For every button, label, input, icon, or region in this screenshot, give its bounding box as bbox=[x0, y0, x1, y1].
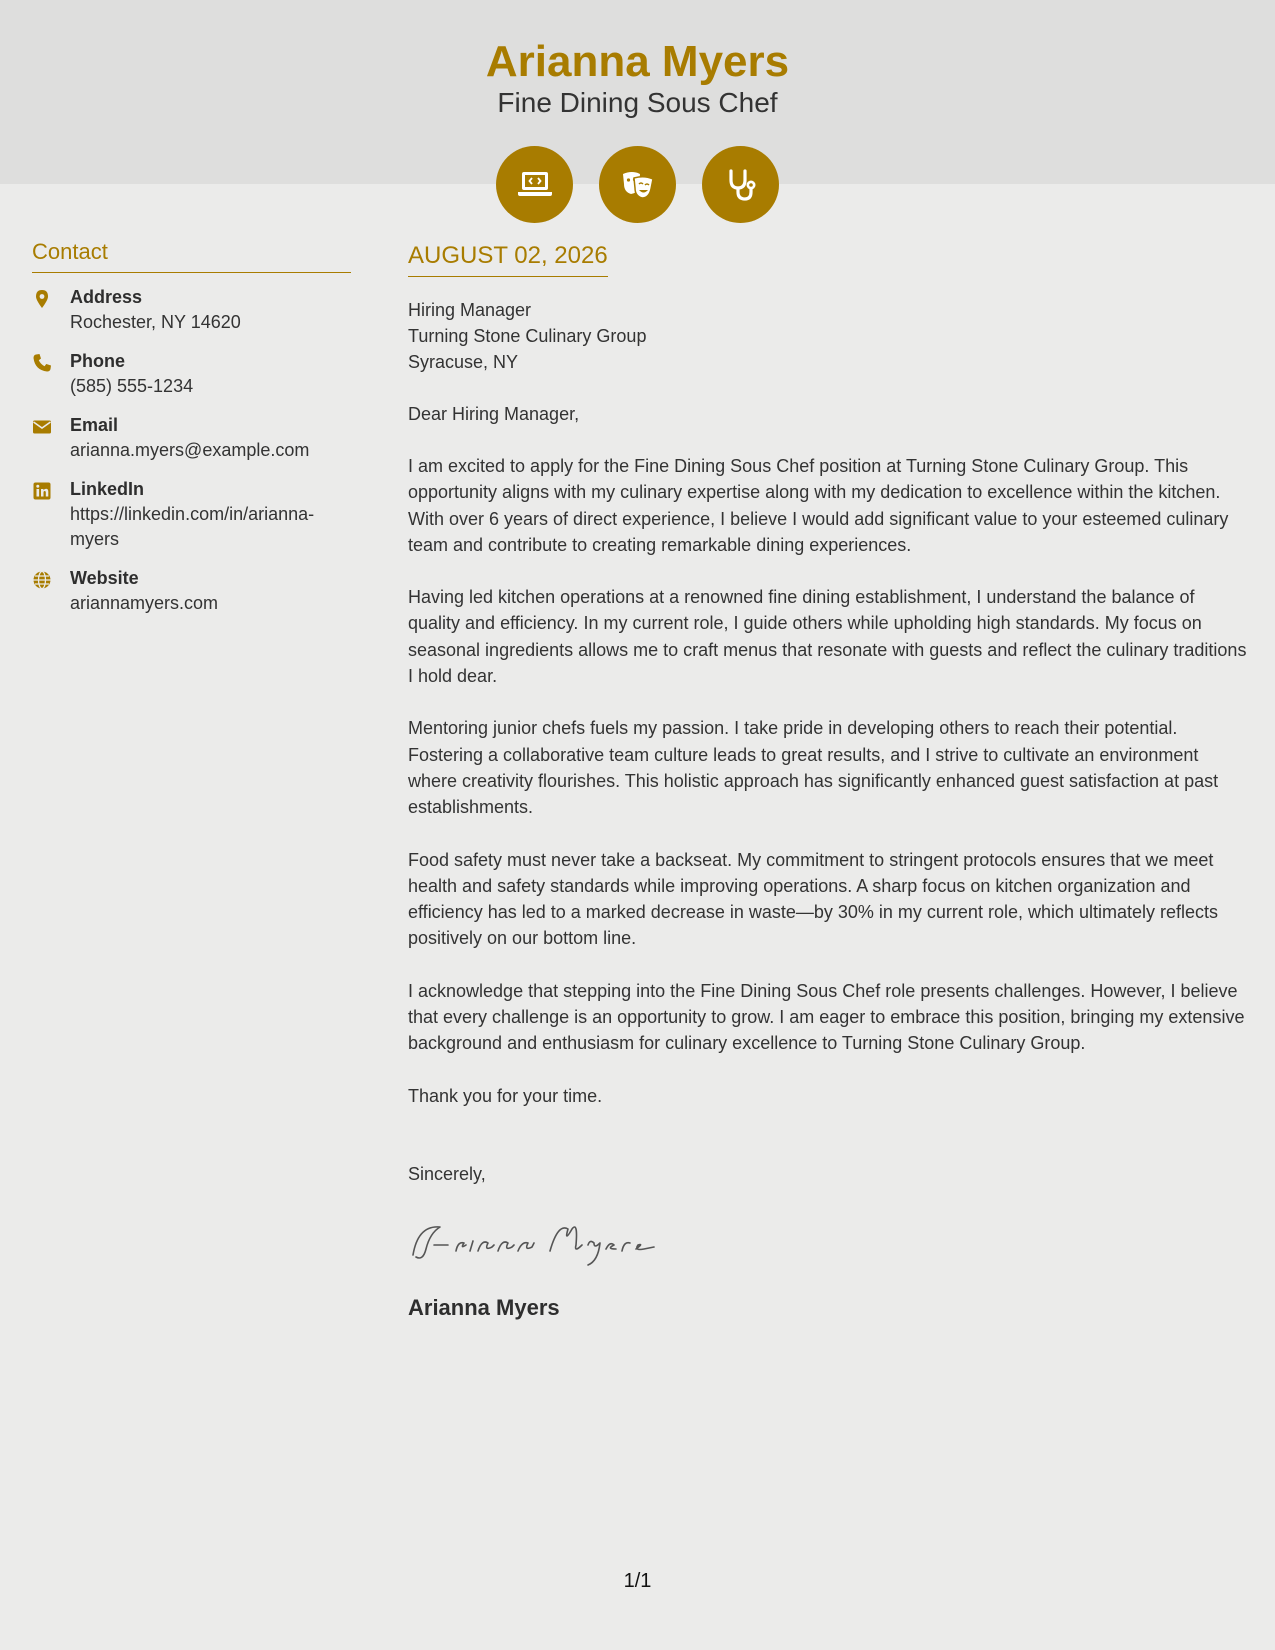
stethoscope-icon bbox=[702, 146, 779, 223]
recipient-block bbox=[408, 297, 1248, 375]
contact-value: https://linkedin.com/in/arianna-myers bbox=[70, 504, 315, 549]
contact-label: LinkedIn bbox=[70, 479, 145, 499]
envelope-icon bbox=[32, 413, 70, 463]
contact-address bbox=[32, 285, 351, 335]
recipient-line: Turning Stone Culinary Group bbox=[408, 326, 647, 346]
contact-phone bbox=[32, 349, 351, 399]
recipient-line: Syracuse, NY bbox=[408, 352, 519, 372]
contact-value: (585) 555-1234 bbox=[70, 376, 194, 396]
contact-heading: Contact bbox=[32, 238, 351, 273]
laptop-code-icon bbox=[496, 146, 573, 223]
page-number: 1/1 bbox=[623, 1570, 652, 1592]
contact-sidebar bbox=[32, 238, 351, 630]
paragraph: Thank you for your time. bbox=[408, 1085, 603, 1106]
paragraph: I acknowledge that stepping into the Fine Dining Sous Chef role presents challenges. However, I believe that every challenge is an opportunity to grow. I am eager to embrace this position, bringing my extensive background and enthusiasm for culinary excellence to Turning Stone Culinary Group. bbox=[408, 980, 1245, 1054]
contact-label: Address bbox=[70, 287, 143, 307]
map-pin-icon bbox=[32, 285, 70, 335]
header-icons bbox=[0, 146, 1275, 223]
recipient-line: Hiring Manager bbox=[408, 300, 532, 320]
contact-email bbox=[32, 413, 351, 463]
applicant-name: Arianna Myers bbox=[485, 37, 790, 86]
contact-label: Website bbox=[70, 568, 139, 588]
contact-website bbox=[32, 566, 351, 616]
closing: Sincerely, bbox=[408, 1163, 486, 1184]
theater-masks-icon bbox=[599, 146, 676, 223]
paragraph: Mentoring junior chefs fuels my passion. I take pride in developing others to reach their potential. Fostering a collaborative team culture leads to great results, and I strive to cultivate an environment where creativity flourishes. This holistic approach has significantly enhanced guest satisfaction at past establishments. bbox=[408, 718, 1219, 818]
contact-list bbox=[32, 285, 351, 616]
phone-icon bbox=[32, 349, 70, 399]
paragraph: Food safety must never take a backseat. My commitment to stringent protocols ensures that we meet health and safety standards while improving operations. A sharp focus on kitchen organization and efficiency has led to a marked decrease in waste—by 30% in my current role, which ultimately reflects positively on our bottom line. bbox=[408, 849, 1219, 949]
contact-value: ariannamyers.com bbox=[70, 593, 219, 613]
paragraph: I am excited to apply for the Fine Dining Sous Chef position at Turning Stone Culinary Group. This opportunity aligns with my culinary expertise along with my dedication to excellence within the kitchen. With over 6 years of direct experience, I believe I would add significant value to your esteemed culinary team and contribute to creating remarkable dining experiences. bbox=[408, 456, 1229, 555]
contact-label: Email bbox=[70, 415, 119, 435]
linkedin-icon bbox=[32, 477, 70, 552]
letter-date: AUGUST 02, 2026 bbox=[408, 240, 608, 277]
contact-value: arianna.myers@example.com bbox=[70, 440, 310, 460]
signer-name: Arianna Myers bbox=[408, 1294, 560, 1320]
signature-image bbox=[408, 1215, 1248, 1275]
contact-value: Rochester, NY 14620 bbox=[70, 312, 241, 332]
job-title: Fine Dining Sous Chef bbox=[497, 87, 778, 118]
paragraph: Having led kitchen operations at a renowned fine dining establishment, I understand the balance of quality and efficiency. In my current role, I guide others while upholding high standards. My focus on seasonal ingredients allows me to craft menus that resonate with guests and reflect the culinary traditions I hold dear. bbox=[408, 587, 1247, 687]
contact-label: Phone bbox=[70, 351, 126, 371]
letter-body bbox=[408, 240, 1248, 1321]
salutation: Dear Hiring Manager, bbox=[408, 404, 580, 424]
contact-linkedin bbox=[32, 477, 351, 552]
globe-icon bbox=[32, 566, 70, 616]
